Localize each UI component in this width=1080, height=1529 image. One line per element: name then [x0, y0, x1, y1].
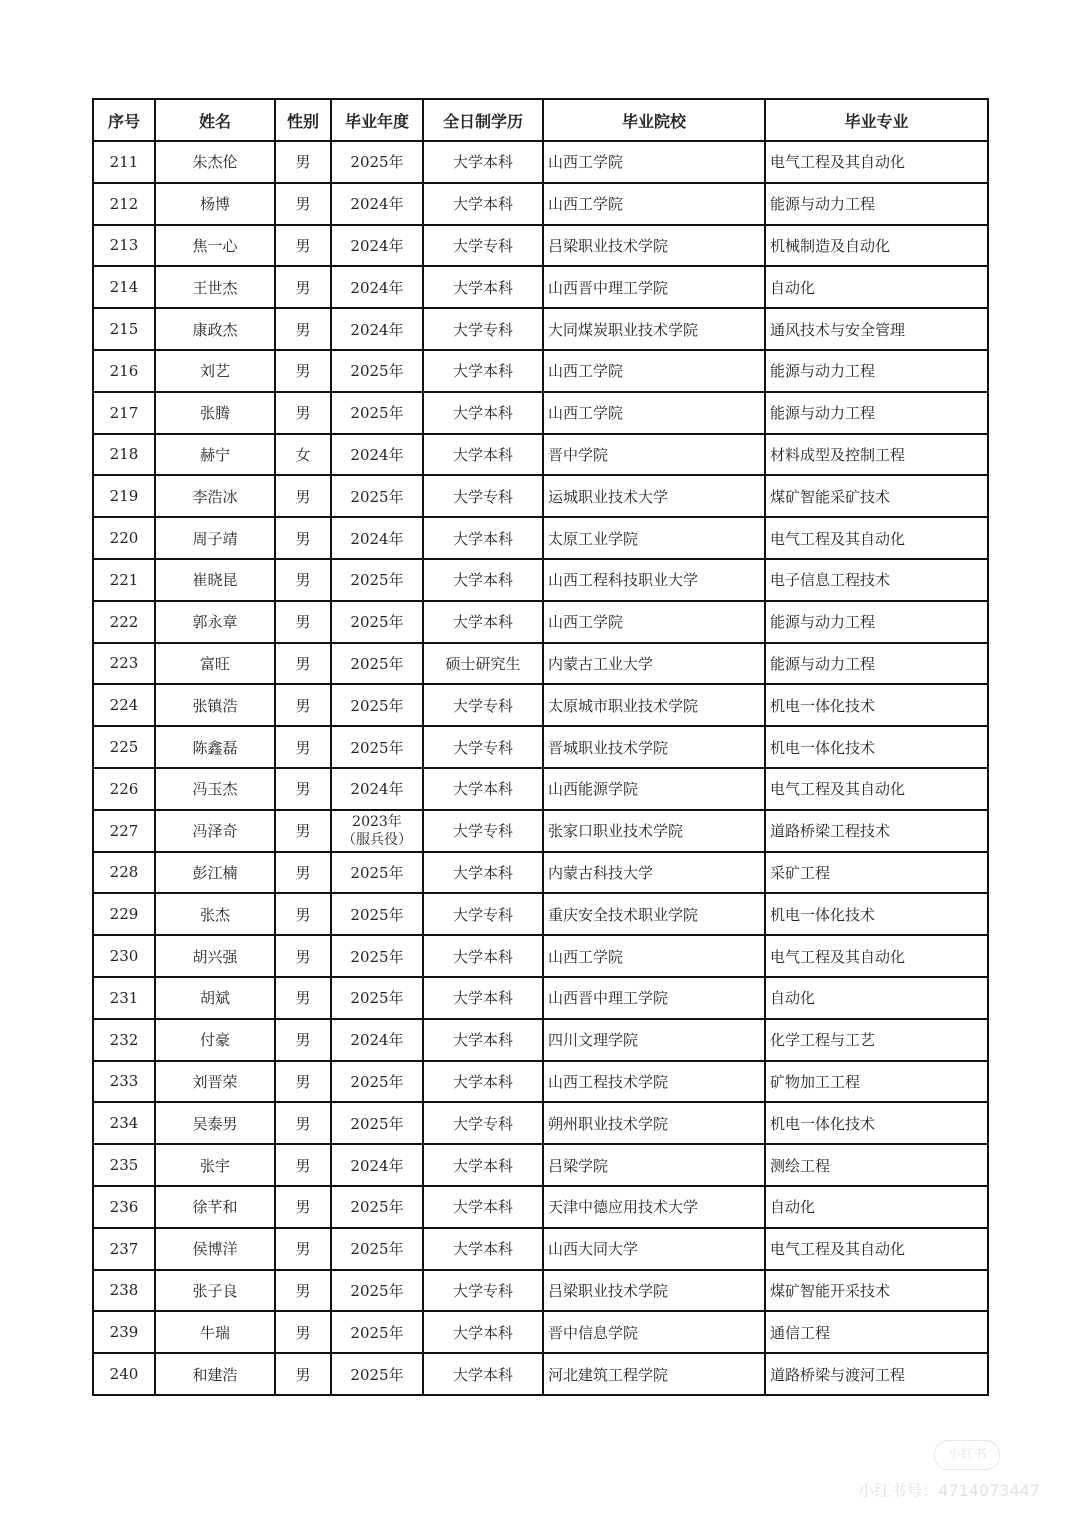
cell-major: 采矿工程 — [765, 852, 988, 894]
cell-name: 康政杰 — [155, 308, 275, 350]
cell-no: 214 — [93, 266, 155, 308]
cell-gender: 男 — [275, 684, 331, 726]
cell-major: 煤矿智能开采技术 — [765, 1270, 988, 1312]
cell-school: 山西工学院 — [543, 350, 765, 392]
cell-gender: 男 — [275, 643, 331, 685]
cell-education: 大学专科 — [423, 308, 543, 350]
cell-year: 2025年 — [331, 852, 423, 894]
cell-year: 2025年 — [331, 475, 423, 517]
cell-major: 自动化 — [765, 977, 988, 1019]
cell-major: 矿物加工工程 — [765, 1061, 988, 1103]
cell-major: 材料成型及控制工程 — [765, 434, 988, 476]
cell-no: 225 — [93, 726, 155, 768]
cell-no: 224 — [93, 684, 155, 726]
header-name: 姓名 — [155, 99, 275, 141]
cell-gender: 男 — [275, 1144, 331, 1186]
header-gender: 性别 — [275, 99, 331, 141]
cell-gender: 男 — [275, 810, 331, 852]
cell-no: 231 — [93, 977, 155, 1019]
cell-school: 山西工学院 — [543, 392, 765, 434]
table-row — [93, 392, 988, 434]
cell-education: 大学本科 — [423, 1186, 543, 1228]
cell-name: 张镇浩 — [155, 684, 275, 726]
cell-year: 2025年 — [331, 601, 423, 643]
cell-school: 吕梁学院 — [543, 1144, 765, 1186]
cell-no: 222 — [93, 601, 155, 643]
cell-education: 大学本科 — [423, 1353, 543, 1395]
cell-gender: 男 — [275, 517, 331, 559]
cell-school: 山西工程科技职业大学 — [543, 559, 765, 601]
cell-gender: 男 — [275, 183, 331, 225]
cell-name: 和建浩 — [155, 1353, 275, 1395]
cell-school: 天津中德应用技术大学 — [543, 1186, 765, 1228]
cell-year: 2024年 — [331, 266, 423, 308]
table-row — [93, 893, 988, 935]
cell-gender: 男 — [275, 1228, 331, 1270]
cell-gender: 男 — [275, 225, 331, 267]
cell-name: 周子靖 — [155, 517, 275, 559]
table-row — [93, 935, 988, 977]
cell-name: 张杰 — [155, 893, 275, 935]
table-row — [93, 350, 988, 392]
cell-no: 230 — [93, 935, 155, 977]
cell-major: 电气工程及其自动化 — [765, 1228, 988, 1270]
cell-gender: 男 — [275, 392, 331, 434]
cell-no: 235 — [93, 1144, 155, 1186]
cell-major: 通信工程 — [765, 1311, 988, 1353]
cell-name: 张腾 — [155, 392, 275, 434]
cell-no: 234 — [93, 1102, 155, 1144]
year-value: 2023年 — [352, 813, 402, 830]
cell-education: 大学本科 — [423, 559, 543, 601]
cell-year: 2025年 — [331, 1186, 423, 1228]
cell-name: 张子良 — [155, 1270, 275, 1312]
cell-no: 237 — [93, 1228, 155, 1270]
cell-year: 2025年 — [331, 392, 423, 434]
cell-education: 大学本科 — [423, 266, 543, 308]
cell-year: 2024年 — [331, 434, 423, 476]
cell-name: 牛瑞 — [155, 1311, 275, 1353]
cell-education: 大学专科 — [423, 225, 543, 267]
cell-year: 2025年 — [331, 893, 423, 935]
cell-education: 大学专科 — [423, 475, 543, 517]
cell-education: 大学本科 — [423, 517, 543, 559]
cell-education: 大学本科 — [423, 1228, 543, 1270]
cell-gender: 男 — [275, 726, 331, 768]
cell-year: 2024年 — [331, 183, 423, 225]
cell-gender: 男 — [275, 1019, 331, 1061]
cell-school: 晋城职业技术学院 — [543, 726, 765, 768]
cell-year: 2024年 — [331, 1144, 423, 1186]
cell-name: 朱杰伦 — [155, 141, 275, 183]
cell-major: 机械制造及自动化 — [765, 225, 988, 267]
cell-education: 大学专科 — [423, 1102, 543, 1144]
cell-year: 2025年 — [331, 559, 423, 601]
cell-no: 226 — [93, 768, 155, 810]
cell-no: 228 — [93, 852, 155, 894]
table-row — [93, 559, 988, 601]
cell-year: 2025年 — [331, 643, 423, 685]
cell-major: 能源与动力工程 — [765, 350, 988, 392]
table-row — [93, 517, 988, 559]
cell-major: 自动化 — [765, 1186, 988, 1228]
cell-major: 电气工程及其自动化 — [765, 768, 988, 810]
cell-gender: 女 — [275, 434, 331, 476]
header-year: 毕业年度 — [331, 99, 423, 141]
roster-table — [92, 98, 989, 1396]
cell-major: 机电一体化技术 — [765, 726, 988, 768]
cell-name: 张宇 — [155, 1144, 275, 1186]
cell-gender: 男 — [275, 308, 331, 350]
cell-education: 大学本科 — [423, 1311, 543, 1353]
cell-school: 山西晋中理工学院 — [543, 266, 765, 308]
cell-school: 山西晋中理工学院 — [543, 977, 765, 1019]
header-education: 全日制学历 — [423, 99, 543, 141]
cell-name: 侯博洋 — [155, 1228, 275, 1270]
table-row — [93, 308, 988, 350]
cell-major: 测绘工程 — [765, 1144, 988, 1186]
cell-year — [331, 810, 423, 852]
watermark-text: 小红书号：4714073447 — [858, 1481, 1040, 1500]
cell-school: 张家口职业技术学院 — [543, 810, 765, 852]
cell-major: 机电一体化技术 — [765, 1102, 988, 1144]
cell-gender: 男 — [275, 768, 331, 810]
cell-gender: 男 — [275, 977, 331, 1019]
year-note: （服兵役） — [342, 831, 412, 848]
cell-school: 山西工程技术学院 — [543, 1061, 765, 1103]
cell-school: 山西工学院 — [543, 141, 765, 183]
cell-major: 电气工程及其自动化 — [765, 141, 988, 183]
table-row — [93, 1186, 988, 1228]
cell-name: 李浩冰 — [155, 475, 275, 517]
table-row — [93, 225, 988, 267]
cell-education: 大学本科 — [423, 977, 543, 1019]
header-row — [93, 99, 988, 141]
cell-no: 223 — [93, 643, 155, 685]
cell-school: 河北建筑工程学院 — [543, 1353, 765, 1395]
table-row — [93, 601, 988, 643]
cell-year: 2025年 — [331, 1270, 423, 1312]
cell-education: 大学专科 — [423, 684, 543, 726]
cell-name: 胡兴强 — [155, 935, 275, 977]
cell-education: 大学本科 — [423, 852, 543, 894]
cell-school: 内蒙古科技大学 — [543, 852, 765, 894]
cell-major: 道路桥梁工程技术 — [765, 810, 988, 852]
cell-education: 大学本科 — [423, 141, 543, 183]
cell-school: 山西能源学院 — [543, 768, 765, 810]
cell-major: 道路桥梁与渡河工程 — [765, 1353, 988, 1395]
cell-name: 胡斌 — [155, 977, 275, 1019]
cell-name: 徐芊和 — [155, 1186, 275, 1228]
cell-year: 2025年 — [331, 684, 423, 726]
cell-education: 大学本科 — [423, 935, 543, 977]
cell-gender: 男 — [275, 852, 331, 894]
cell-education: 大学本科 — [423, 1144, 543, 1186]
cell-major: 能源与动力工程 — [765, 392, 988, 434]
cell-no: 236 — [93, 1186, 155, 1228]
cell-year: 2024年 — [331, 1019, 423, 1061]
cell-school: 太原工业学院 — [543, 517, 765, 559]
cell-year: 2025年 — [331, 1353, 423, 1395]
cell-school: 晋中学院 — [543, 434, 765, 476]
cell-year: 2025年 — [331, 1228, 423, 1270]
cell-year: 2025年 — [331, 1311, 423, 1353]
cell-education: 大学专科 — [423, 810, 543, 852]
cell-name: 冯玉杰 — [155, 768, 275, 810]
cell-major: 电气工程及其自动化 — [765, 517, 988, 559]
cell-major: 电气工程及其自动化 — [765, 935, 988, 977]
table-row — [93, 977, 988, 1019]
cell-gender: 男 — [275, 935, 331, 977]
cell-gender: 男 — [275, 1311, 331, 1353]
table-row — [93, 434, 988, 476]
cell-school: 重庆安全技术职业学院 — [543, 893, 765, 935]
cell-education: 大学本科 — [423, 1061, 543, 1103]
table-row — [93, 852, 988, 894]
cell-education: 大学专科 — [423, 726, 543, 768]
cell-name: 崔晓昆 — [155, 559, 275, 601]
table-row — [93, 141, 988, 183]
cell-no: 239 — [93, 1311, 155, 1353]
cell-no: 232 — [93, 1019, 155, 1061]
cell-name: 杨博 — [155, 183, 275, 225]
cell-no: 220 — [93, 517, 155, 559]
table-row — [93, 726, 988, 768]
table-row — [93, 183, 988, 225]
cell-school: 吕梁职业技术学院 — [543, 1270, 765, 1312]
cell-year: 2024年 — [331, 308, 423, 350]
cell-education: 大学本科 — [423, 350, 543, 392]
cell-gender: 男 — [275, 559, 331, 601]
watermark — [840, 1440, 1040, 1510]
cell-year: 2025年 — [331, 141, 423, 183]
cell-year: 2025年 — [331, 1102, 423, 1144]
cell-gender: 男 — [275, 893, 331, 935]
cell-year: 2024年 — [331, 768, 423, 810]
table-row — [93, 1270, 988, 1312]
cell-major: 自动化 — [765, 266, 988, 308]
cell-year: 2024年 — [331, 225, 423, 267]
cell-no: 238 — [93, 1270, 155, 1312]
cell-gender: 男 — [275, 601, 331, 643]
cell-major: 机电一体化技术 — [765, 893, 988, 935]
cell-major: 能源与动力工程 — [765, 601, 988, 643]
cell-no: 218 — [93, 434, 155, 476]
cell-school: 太原城市职业技术学院 — [543, 684, 765, 726]
table-row — [93, 1311, 988, 1353]
cell-school: 四川文理学院 — [543, 1019, 765, 1061]
cell-school: 山西工学院 — [543, 601, 765, 643]
cell-year: 2025年 — [331, 1061, 423, 1103]
header-no: 序号 — [93, 99, 155, 141]
cell-gender: 男 — [275, 1102, 331, 1144]
cell-major: 能源与动力工程 — [765, 183, 988, 225]
cell-no: 233 — [93, 1061, 155, 1103]
cell-name: 富旺 — [155, 643, 275, 685]
table-row — [93, 684, 988, 726]
cell-no: 211 — [93, 141, 155, 183]
cell-school: 吕梁职业技术学院 — [543, 225, 765, 267]
cell-school: 朔州职业技术学院 — [543, 1102, 765, 1144]
table-row — [93, 1144, 988, 1186]
cell-gender: 男 — [275, 266, 331, 308]
cell-education: 大学本科 — [423, 1019, 543, 1061]
cell-no: 219 — [93, 475, 155, 517]
table-row — [93, 1019, 988, 1061]
cell-major: 电子信息工程技术 — [765, 559, 988, 601]
table-row — [93, 1102, 988, 1144]
cell-school: 山西工学院 — [543, 935, 765, 977]
cell-education: 大学本科 — [423, 768, 543, 810]
cell-school: 晋中信息学院 — [543, 1311, 765, 1353]
cell-gender: 男 — [275, 141, 331, 183]
cell-gender: 男 — [275, 350, 331, 392]
cell-major: 能源与动力工程 — [765, 643, 988, 685]
cell-education: 大学本科 — [423, 392, 543, 434]
cell-year: 2024年 — [331, 517, 423, 559]
cell-name: 陈鑫磊 — [155, 726, 275, 768]
cell-education: 大学本科 — [423, 434, 543, 476]
cell-no: 229 — [93, 893, 155, 935]
cell-no: 240 — [93, 1353, 155, 1395]
table-row — [93, 810, 988, 852]
cell-year: 2025年 — [331, 977, 423, 1019]
cell-no: 221 — [93, 559, 155, 601]
table-row — [93, 1061, 988, 1103]
cell-no: 213 — [93, 225, 155, 267]
cell-year: 2025年 — [331, 935, 423, 977]
header-school: 毕业院校 — [543, 99, 765, 141]
cell-school: 运城职业技术大学 — [543, 475, 765, 517]
cell-name: 彭江楠 — [155, 852, 275, 894]
cell-major: 机电一体化技术 — [765, 684, 988, 726]
cell-major: 通风技术与安全管理 — [765, 308, 988, 350]
cell-no: 216 — [93, 350, 155, 392]
cell-year: 2025年 — [331, 350, 423, 392]
table-row — [93, 1353, 988, 1395]
cell-no: 227 — [93, 810, 155, 852]
cell-school: 大同煤炭职业技术学院 — [543, 308, 765, 350]
cell-name: 王世杰 — [155, 266, 275, 308]
cell-education: 大学本科 — [423, 183, 543, 225]
cell-name: 付豪 — [155, 1019, 275, 1061]
cell-no: 215 — [93, 308, 155, 350]
cell-name: 刘艺 — [155, 350, 275, 392]
cell-name: 刘晋荣 — [155, 1061, 275, 1103]
cell-name: 焦一心 — [155, 225, 275, 267]
cell-name: 吴泰男 — [155, 1102, 275, 1144]
table-row — [93, 643, 988, 685]
cell-gender: 男 — [275, 475, 331, 517]
cell-gender: 男 — [275, 1270, 331, 1312]
watermark-logo: 小红书 — [934, 1440, 1000, 1470]
cell-education: 硕士研究生 — [423, 643, 543, 685]
cell-year: 2025年 — [331, 726, 423, 768]
cell-gender: 男 — [275, 1186, 331, 1228]
cell-gender: 男 — [275, 1061, 331, 1103]
cell-no: 217 — [93, 392, 155, 434]
cell-name: 冯泽奇 — [155, 810, 275, 852]
cell-education: 大学专科 — [423, 1270, 543, 1312]
table-row — [93, 266, 988, 308]
cell-gender: 男 — [275, 1353, 331, 1395]
cell-education: 大学专科 — [423, 893, 543, 935]
cell-school: 山西工学院 — [543, 183, 765, 225]
table-row — [93, 1228, 988, 1270]
table-row — [93, 768, 988, 810]
cell-school: 内蒙古工业大学 — [543, 643, 765, 685]
table-row — [93, 475, 988, 517]
cell-name: 赫宁 — [155, 434, 275, 476]
cell-major: 化学工程与工艺 — [765, 1019, 988, 1061]
cell-major: 煤矿智能采矿技术 — [765, 475, 988, 517]
header-major: 毕业专业 — [765, 99, 988, 141]
cell-school: 山西大同大学 — [543, 1228, 765, 1270]
cell-name: 郭永章 — [155, 601, 275, 643]
cell-no: 212 — [93, 183, 155, 225]
cell-education: 大学本科 — [423, 601, 543, 643]
